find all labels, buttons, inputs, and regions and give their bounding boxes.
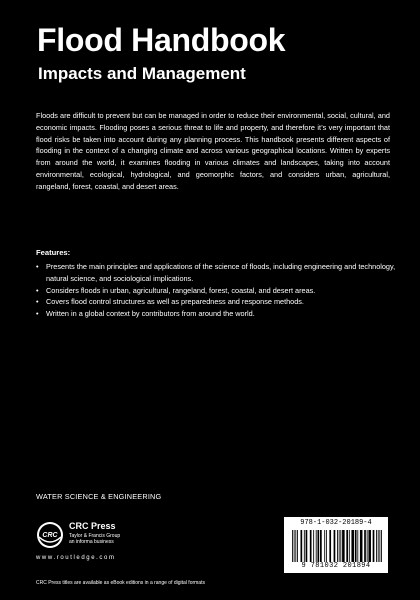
barcode-bar <box>381 530 382 562</box>
barcode-bar <box>364 530 366 562</box>
barcode-bar <box>304 530 305 562</box>
bullet-icon: • <box>36 309 39 319</box>
barcode-bar <box>379 530 380 562</box>
list-item <box>36 285 396 297</box>
isbn-barcode <box>284 517 388 573</box>
book-title: Flood Handbook <box>37 22 286 58</box>
isbn-digits: 9 781032 201894 <box>301 562 371 570</box>
barcode-bar <box>337 530 338 562</box>
feature-text: Considers floods in urban, agricultural, rangeland, forest, coastal, and desert areas. <box>46 285 316 295</box>
barcode-bar <box>367 530 368 562</box>
barcode-bar <box>310 530 312 562</box>
barcode-bar <box>295 530 296 562</box>
publisher-group: Taylor & Francis Group <box>69 533 121 539</box>
barcode-bar <box>334 530 336 562</box>
barcode-bar <box>294 530 295 562</box>
barcode-bar <box>320 530 322 562</box>
barcode-bar <box>316 530 317 562</box>
barcode-bar <box>317 530 319 562</box>
crc-logo-text: CRC <box>42 532 58 539</box>
barcode-bar <box>373 530 375 562</box>
publisher-url: www.routledge.com <box>36 555 116 561</box>
bullet-icon: • <box>36 262 39 271</box>
barcode-bar <box>360 530 363 562</box>
features-heading: Features: <box>36 248 71 257</box>
feature-text: Presents the main principles and applications of the science of floods, including engineering and technology, natural science, and sociological implications. <box>46 262 396 283</box>
barcode-bar <box>292 530 293 562</box>
barcode-bar <box>357 530 358 562</box>
barcode-bar <box>324 530 325 562</box>
book-subtitle: Impacts and Management <box>38 64 246 83</box>
barcode-bar <box>326 530 327 562</box>
barcode-bar <box>297 530 298 562</box>
series-label: WATER SCIENCE & ENGINEERING <box>36 492 162 501</box>
bullet-icon: • <box>36 285 39 295</box>
list-item <box>36 261 396 285</box>
barcode-bar <box>340 530 341 562</box>
isbn-label: 978-1-032-20189-4 <box>300 519 372 527</box>
book-description: Floods are difficult to prevent but can be managed in order to reduce their environmental, social, cultural, and economic impacts. Flooding poses a serious threat to life and property, and therefore it’s very important that flood risks be taken into account during any planning process. This handbook presents different aspects of flooding in the context of a changing climate and across various geographical locations. Written by experts from around the world, it examines flooding in various climates and landscapes, taking into account environmental, ecological, hydrological, and geomorphic factors, and considers urban, agricultural, rangeland, forest, coastal, and desert areas. <box>36 111 390 191</box>
barcode-bar <box>300 530 302 562</box>
barcode-icon <box>292 530 382 562</box>
barcode-bar <box>378 530 379 562</box>
barcode-bar <box>376 530 377 562</box>
barcode-bar <box>339 530 340 562</box>
ebook-note: CRC Press titles are available as eBook editions in a range of digital formats <box>36 580 205 586</box>
barcode-bar <box>329 530 331 562</box>
barcode-bar <box>351 530 354 562</box>
publisher-imprint: an informa business <box>69 539 114 545</box>
barcode-bar <box>306 530 308 562</box>
barcode-bar <box>349 530 350 562</box>
barcode-bar <box>342 530 345 562</box>
publisher-block <box>36 519 206 569</box>
feature-text: Written in a global context by contributors from around the world. <box>46 309 255 319</box>
publisher-name: CRC Press <box>69 521 116 531</box>
barcode-bar <box>355 530 357 562</box>
bullet-icon: • <box>36 297 39 307</box>
barcode-bar <box>368 530 371 562</box>
crc-press-logo-icon <box>36 521 64 549</box>
barcode-bar <box>313 530 314 562</box>
list-item <box>36 308 396 320</box>
feature-text: Covers flood control structures as well as preparedness and response methods. <box>46 297 304 307</box>
list-item <box>36 296 396 308</box>
features-list <box>36 261 396 320</box>
barcode-bar <box>346 530 348 562</box>
